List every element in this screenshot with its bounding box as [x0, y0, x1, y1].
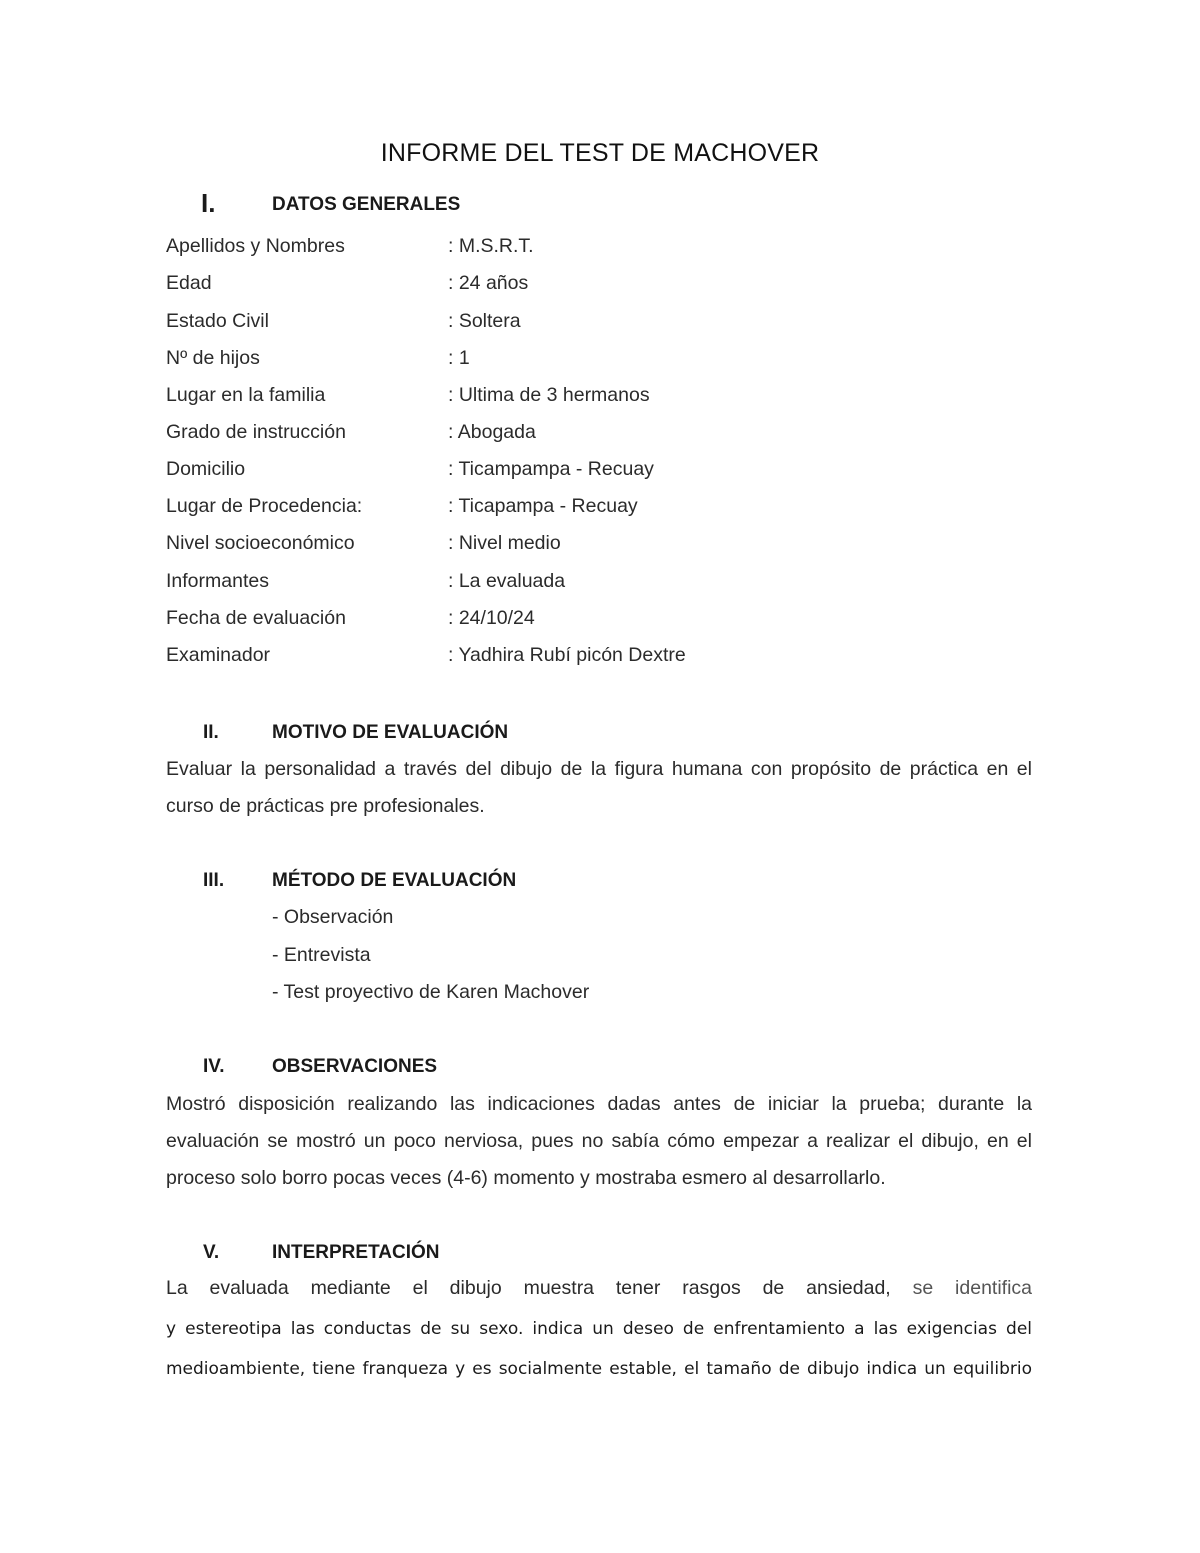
data-row — [166, 384, 1066, 410]
data-value: : Abogada — [448, 421, 536, 443]
data-label: Informantes — [166, 570, 269, 592]
motivo-paragraph: Evaluar la personalidad a través del dibujo de la figura humana con propósito de práctica en el curso de prácticas pre profesionales. — [166, 758, 1032, 817]
data-label: Nº de hijos — [166, 347, 260, 369]
section-label: INTERPRETACIÓN — [272, 1242, 440, 1263]
data-label: Lugar de Procedencia: — [166, 495, 363, 517]
data-value: : La evaluada — [448, 570, 566, 592]
data-row — [166, 310, 1066, 336]
data-value: : Ultima de 3 hermanos — [448, 384, 650, 406]
section-heading-motivo — [0, 718, 1200, 748]
list-item: - Test proyectivo de Karen Machover — [272, 981, 590, 1003]
list-item: - Entrevista — [272, 944, 371, 966]
section-label: DATOS GENERALES — [272, 194, 461, 215]
data-row — [166, 458, 1066, 484]
data-value: : 24 años — [448, 272, 529, 294]
interpretacion-text: se identifica — [912, 1277, 1032, 1299]
section-heading-interpretacion — [0, 1238, 1200, 1268]
data-value: : 1 — [448, 347, 470, 369]
data-row — [166, 532, 1066, 558]
interpretacion-line: medioambiente, tiene franqueza y es socialmente estable, el tamaño de dibujo indica un equilibrio — [166, 1359, 1032, 1379]
list-item: - Observación — [272, 906, 394, 928]
data-row — [166, 495, 1066, 521]
data-label: Lugar en la familia — [166, 384, 326, 406]
data-value: : Ticampampa - Recuay — [448, 458, 654, 480]
data-label: Fecha de evaluación — [166, 607, 346, 629]
data-value: : Soltera — [448, 310, 521, 332]
section-number: I. — [201, 188, 216, 218]
data-label: Domicilio — [166, 458, 246, 480]
document-title: INFORME DEL TEST DE MACHOVER — [380, 139, 820, 167]
section-number: II. — [203, 722, 219, 743]
data-label: Grado de instrucción — [166, 421, 346, 443]
section-label: MOTIVO DE EVALUACIÓN — [272, 722, 509, 743]
data-value: : Ticapampa - Recuay — [448, 495, 638, 517]
data-value: : Nivel medio — [448, 532, 561, 554]
data-row — [166, 347, 1066, 373]
section-number: V. — [203, 1242, 220, 1263]
data-label: Nivel socioeconómico — [166, 532, 355, 554]
data-row — [166, 607, 1066, 633]
section-number: IV. — [203, 1056, 225, 1077]
data-row — [166, 235, 1066, 261]
section-heading-metodo — [0, 866, 1200, 896]
data-row — [166, 570, 1066, 596]
data-label: Estado Civil — [166, 310, 269, 332]
interpretacion-text: La evaluada mediante el dibujo muestra tener rasgos de ansiedad, — [166, 1277, 891, 1299]
section-label: MÉTODO DE EVALUACIÓN — [272, 870, 517, 891]
data-label: Examinador — [166, 644, 271, 666]
observaciones-paragraph: Mostró disposición realizando las indicaciones dadas antes de iniciar la prueba; durante la evaluación se mostró un poco nerviosa, pues no sabía cómo empezar a realizar el dibujo, en el proceso solo borro pocas veces (4-6) momento y mostraba esmero al desarrollarlo. — [166, 1093, 1032, 1189]
data-label: Apellidos y Nombres — [166, 235, 345, 257]
section-heading-datos-generales — [0, 190, 1200, 220]
section-number: III. — [203, 870, 225, 891]
data-value: : M.S.R.T. — [448, 235, 534, 257]
data-row — [166, 421, 1066, 447]
data-value: : 24/10/24 — [448, 607, 535, 629]
data-row — [166, 272, 1066, 298]
data-row — [166, 644, 1066, 670]
interpretacion-line: y estereotipa las conductas de su sexo. indica un deseo de enfrentamiento a las exigencias del — [166, 1319, 1032, 1339]
data-label: Edad — [166, 272, 212, 294]
interpretacion-line — [166, 1277, 1032, 1303]
section-label: OBSERVACIONES — [272, 1056, 438, 1077]
section-heading-observaciones — [0, 1052, 1200, 1082]
data-value: : Yadhira Rubí picón Dextre — [448, 644, 686, 666]
